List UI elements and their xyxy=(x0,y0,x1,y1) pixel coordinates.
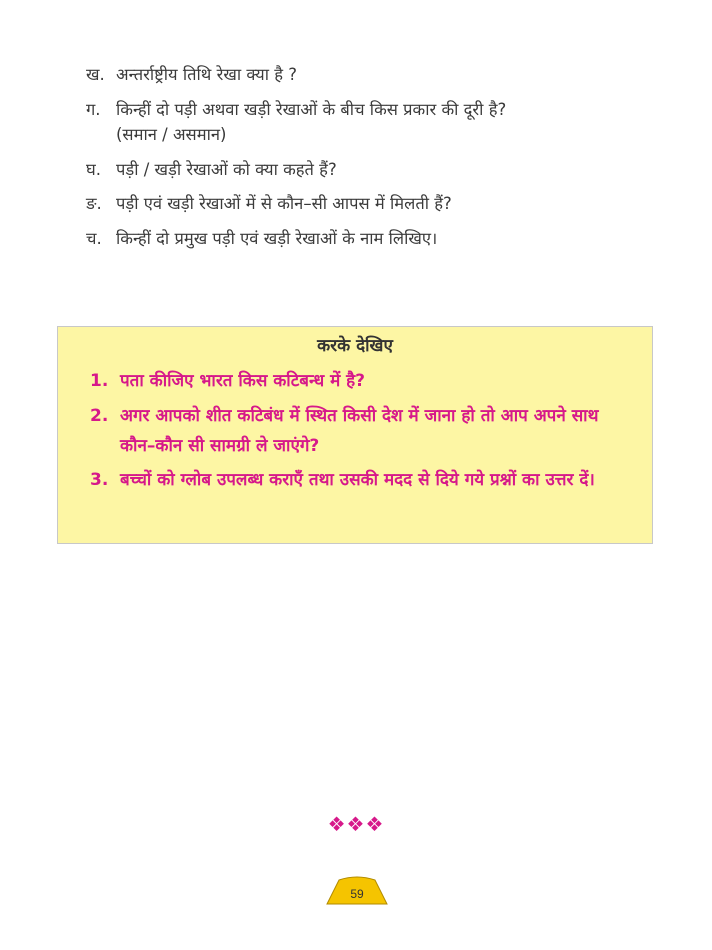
question-text-line: किन्हीं दो पड़ी अथवा खड़ी रेखाओं के बीच किस प्रकार की दूरी है? xyxy=(116,99,507,119)
question-cha xyxy=(86,226,676,252)
question-ga xyxy=(86,97,676,148)
activity-item-number: 2. xyxy=(90,405,109,426)
activity-item-number: 3. xyxy=(90,470,109,491)
activity-item-number: 1. xyxy=(90,371,109,391)
activity-item-text: अगर आपको शीत कटिबंध में स्थित किसी देश में जाना हो तो आप अपने साथ कौन–कौन सी सामग्री ले जाएंगे? xyxy=(120,405,599,456)
question-marker: ख. xyxy=(86,65,105,84)
question-text: पड़ी एवं खड़ी रेखाओं में से कौन–सी आपस में मिलती हैं? xyxy=(116,194,452,214)
activity-item xyxy=(90,402,635,462)
ornament-divider-icon: ❖❖❖ xyxy=(327,812,385,836)
page-number: 59 xyxy=(350,887,364,901)
question-nga xyxy=(86,191,676,217)
question-marker: च. xyxy=(86,228,102,248)
activity-item-text: पता कीजिए भारत किस कटिबन्ध में है? xyxy=(120,371,366,391)
activity-box xyxy=(57,326,653,544)
activity-title: करके देखिए xyxy=(317,336,393,356)
question-marker: घ. xyxy=(86,159,101,179)
question-list xyxy=(86,62,676,260)
question-text: अन्तर्राष्ट्रीय तिथि रेखा क्या है ? xyxy=(116,65,298,84)
question-kha xyxy=(86,62,676,88)
activity-list xyxy=(90,367,635,501)
question-marker: ङ. xyxy=(86,194,102,214)
question-text: पड़ी / खड़ी रेखाओं को क्या कहते हैं? xyxy=(116,159,337,179)
question-marker: ग. xyxy=(86,99,101,119)
question-text-continuation: (समान / असमान) xyxy=(116,125,227,145)
activity-item-text: बच्चों को ग्लोब उपलब्ध कराएँ तथा उसकी मदद से दिये गये प्रश्नों का उत्तर दें। xyxy=(120,470,595,491)
activity-item xyxy=(90,367,635,397)
question-text xyxy=(116,97,676,148)
page-number-badge xyxy=(325,876,389,906)
question-text: किन्हीं दो प्रमुख पड़ी एवं खड़ी रेखाओं के नाम लिखिए। xyxy=(116,228,438,248)
question-gha xyxy=(86,157,676,183)
activity-item xyxy=(90,466,635,496)
